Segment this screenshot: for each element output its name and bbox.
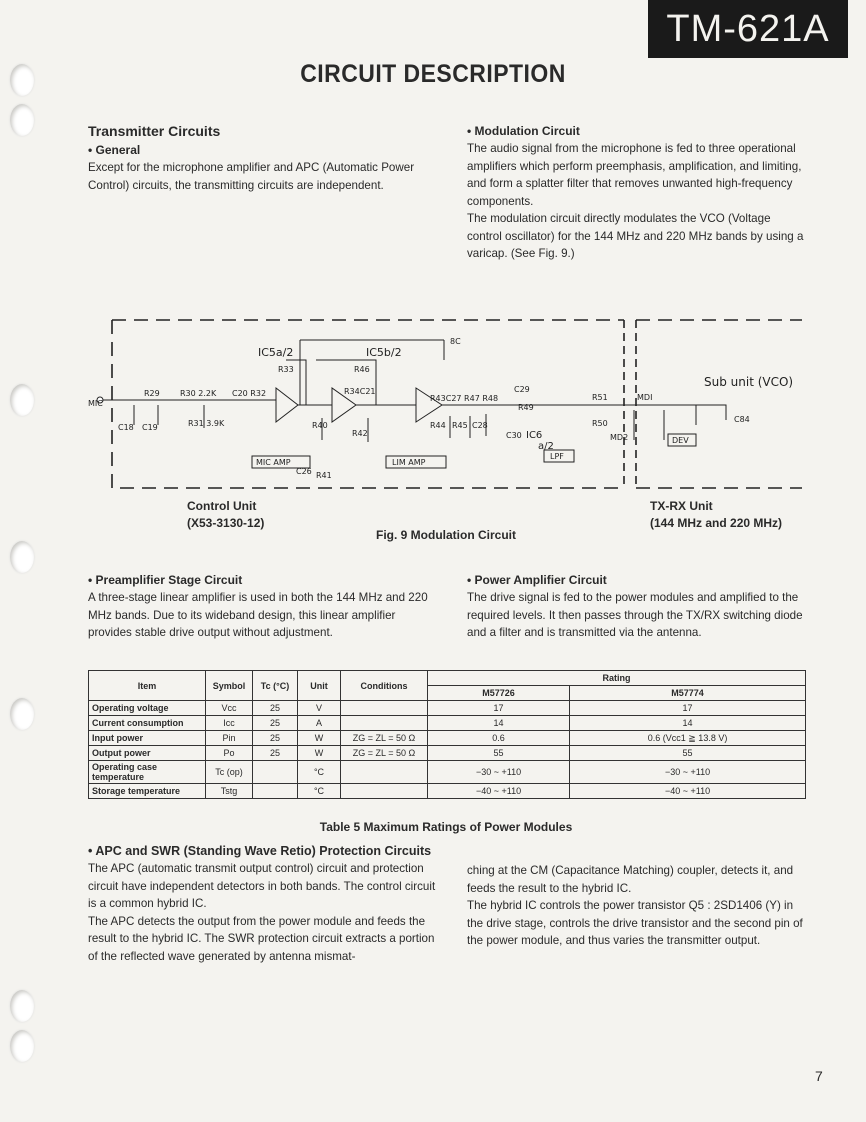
apc-text-4: The hybrid IC controls the power transistor Q5 : 2SD1406 (Y) in the drive stage, controls the drive transistor and the second pin of the power module, and thus varies the transmitter output. <box>467 899 803 947</box>
cell-tc: 25 <box>253 746 298 761</box>
apc-text-3: ching at the CM (Capacitance Matching) coupler, detects it, and feeds the result to the hybrid IC. <box>467 864 794 895</box>
table-row <box>89 716 806 731</box>
cell-m57726: 17 <box>428 701 570 716</box>
cell-m57726: −40 ~ +110 <box>428 784 570 799</box>
modulation-text-2: The modulation circuit directly modulates the VCO (Voltage control oscillator) for the 144 MHz and 220 MHz bands by using a varicap. (See Fig. 9.) <box>467 212 804 260</box>
cell-unit: °C <box>298 784 341 799</box>
cell-m57726: 55 <box>428 746 570 761</box>
modulation-section <box>467 124 807 263</box>
label-c19: C19 <box>142 423 158 432</box>
cell-item: Storage temperature <box>89 784 206 799</box>
table-row <box>89 701 806 716</box>
cell-tc: 25 <box>253 701 298 716</box>
label-r40: R40 <box>312 421 328 430</box>
label-c20: C20 R32 <box>232 389 267 398</box>
label-micamp: MIC AMP <box>256 458 291 467</box>
label-lpf: LPF <box>550 452 564 461</box>
sub-unit-label: Sub unit (VCO) <box>704 375 794 389</box>
cell-m57774: −40 ~ +110 <box>570 784 806 799</box>
general-title: • General <box>88 143 141 157</box>
binder-hole <box>10 104 34 136</box>
cell-unit: V <box>298 701 341 716</box>
cell-tc <box>253 761 298 784</box>
header-rating: Rating <box>428 671 806 686</box>
header-tc: Tc (°C) <box>253 671 298 701</box>
cell-symbol: Tstg <box>206 784 253 799</box>
table-row <box>89 761 806 784</box>
modulation-text-1: The audio signal from the microphone is fed to three operational amplifiers which perform preemphasis, amplification, and limiting, and form a splatter filter that removes unwanted high-frequency components. <box>467 142 802 208</box>
binder-hole <box>10 698 34 730</box>
preamp-title: • Preamplifier Stage Circuit <box>88 573 243 587</box>
cell-unit: W <box>298 746 341 761</box>
label-r34: R34C21 <box>344 387 376 396</box>
transmitter-section <box>88 123 433 194</box>
binder-hole <box>10 64 34 96</box>
label-r46: R46 <box>354 365 370 374</box>
cell-tc: 25 <box>253 731 298 746</box>
label-c30: C30 <box>506 431 522 440</box>
cell-tc: 25 <box>253 716 298 731</box>
label-md2: MD2 <box>610 433 629 442</box>
txrx-unit-name: TX-RX Unit <box>650 499 713 513</box>
cell-conditions: ZG = ZL = 50 Ω <box>341 746 428 761</box>
cell-symbol: Tc (op) <box>206 761 253 784</box>
label-md1: MDI <box>637 393 653 402</box>
cell-symbol: Pin <box>206 731 253 746</box>
cell-m57726: 0.6 <box>428 731 570 746</box>
cell-m57774: −30 ~ +110 <box>570 761 806 784</box>
cell-m57774: 55 <box>570 746 806 761</box>
header-conditions: Conditions <box>341 671 428 701</box>
cell-symbol: Po <box>206 746 253 761</box>
cell-unit: °C <box>298 761 341 784</box>
label-c26: C26 <box>296 467 312 476</box>
label-r51: R51 <box>592 393 608 402</box>
apc-text-2: The APC detects the output from the power module and feeds the result to the hybrid IC. The SWR protection circuit extracts a portion of the reflected wave generated by antenna mismat- <box>88 914 435 963</box>
apc-section-left <box>88 844 438 965</box>
apc-section-right <box>467 862 807 950</box>
label-dev: DEV <box>672 436 689 445</box>
label-r30: R30 2.2K <box>180 389 217 398</box>
cell-m57726: 14 <box>428 716 570 731</box>
cell-unit: W <box>298 731 341 746</box>
table-row <box>89 746 806 761</box>
label-r45: R45 <box>452 421 468 430</box>
binder-hole <box>10 1030 34 1062</box>
cell-symbol: Icc <box>206 716 253 731</box>
label-c29: C29 <box>514 385 530 394</box>
cell-conditions <box>341 701 428 716</box>
control-unit-label <box>187 498 264 532</box>
header-m57726: M57726 <box>428 686 570 701</box>
header-symbol: Symbol <box>206 671 253 701</box>
txrx-unit-bands: (144 MHz and 220 MHz) <box>650 516 783 530</box>
cell-item: Output power <box>89 746 206 761</box>
power-amp-text: The drive signal is fed to the power modules and amplified to the required levels. It then passes through the TX/RX switching diode and a filter and is transmitted via the antenna. <box>467 591 803 639</box>
header-unit: Unit <box>298 671 341 701</box>
power-amp-title: • Power Amplifier Circuit <box>467 573 607 587</box>
label-r33: R33 <box>278 365 294 374</box>
cell-item: Operating voltage <box>89 701 206 716</box>
label-ic6: IC6 <box>526 430 543 441</box>
apc-title: • APC and SWR (Standing Wave Retio) Protection Circuits <box>88 844 432 858</box>
apc-text-1: The APC (automatic transmit output control) circuit and protection circuit have independent detectors in both bands. The control circuit is a common hybrid IC. <box>88 862 436 910</box>
model-tab: TM-621A <box>648 0 848 58</box>
cell-conditions <box>341 761 428 784</box>
cell-item: Current consumption <box>89 716 206 731</box>
table-row <box>89 731 806 746</box>
table-row <box>89 784 806 799</box>
cell-conditions: ZG = ZL = 50 Ω <box>341 731 428 746</box>
label-ic5b: IC5b/2 <box>366 346 402 359</box>
figure-caption: Fig. 9 Modulation Circuit <box>376 528 516 542</box>
cell-symbol: Vcc <box>206 701 253 716</box>
transmitter-heading: Transmitter Circuits <box>88 123 221 139</box>
label-mic: MIC <box>88 399 103 408</box>
preamp-text: A three-stage linear amplifier is used in both the 144 MHz and 220 MHz bands. Due to its wideband design, this linear amplifier provides stable drive output without adjustment. <box>88 591 428 639</box>
cell-m57774: 17 <box>570 701 806 716</box>
control-unit-name: Control Unit <box>187 499 257 513</box>
label-ic6b: a/2 <box>538 441 554 452</box>
label-8c: 8C <box>450 337 461 346</box>
modulation-circuit-diagram <box>86 310 806 510</box>
cell-m57774: 0.6 (Vcc1 ≧ 13.8 V) <box>570 731 806 746</box>
header-item: Item <box>89 671 206 701</box>
label-c18: C18 <box>118 423 134 432</box>
cell-item: Operating case temperature <box>89 761 206 784</box>
cell-unit: A <box>298 716 341 731</box>
label-r43: R43C27 R47 R48 <box>430 394 499 403</box>
label-r41: R41 <box>316 471 332 480</box>
label-r29: R29 <box>144 389 160 398</box>
binder-hole <box>10 541 34 573</box>
cell-m57774: 14 <box>570 716 806 731</box>
binder-hole <box>10 990 34 1022</box>
label-r44: R44 <box>430 421 446 430</box>
control-unit-part: (X53-3130-12) <box>187 516 265 530</box>
label-c84: C84 <box>734 415 750 424</box>
label-limamp: LIM AMP <box>392 458 426 467</box>
label-r49: R49 <box>518 403 534 412</box>
txrx-unit-label <box>650 498 782 532</box>
cell-item: Input power <box>89 731 206 746</box>
cell-conditions <box>341 784 428 799</box>
modulation-title: • Modulation Circuit <box>467 124 580 138</box>
ratings-table <box>88 670 806 799</box>
binder-hole <box>10 384 34 416</box>
page-number: 7 <box>815 1068 823 1084</box>
label-r31: R31 3.9K <box>188 419 225 428</box>
power-amp-section <box>467 573 807 642</box>
label-ic5a: IC5a/2 <box>258 346 294 359</box>
preamp-section <box>88 573 433 642</box>
page-title: CIRCUIT DESCRIPTION <box>300 60 566 88</box>
label-r42: R42 <box>352 429 368 438</box>
cell-m57726: −30 ~ +110 <box>428 761 570 784</box>
label-c28: C28 <box>472 421 488 430</box>
table-caption: Table 5 Maximum Ratings of Power Modules <box>319 820 573 834</box>
label-r50: R50 <box>592 419 608 428</box>
general-text: Except for the microphone amplifier and APC (Automatic Power Control) circuits, the transmitting circuits are independent. <box>88 161 415 192</box>
table-header-row <box>89 671 806 686</box>
cell-tc <box>253 784 298 799</box>
cell-conditions <box>341 716 428 731</box>
header-m57774: M57774 <box>570 686 806 701</box>
